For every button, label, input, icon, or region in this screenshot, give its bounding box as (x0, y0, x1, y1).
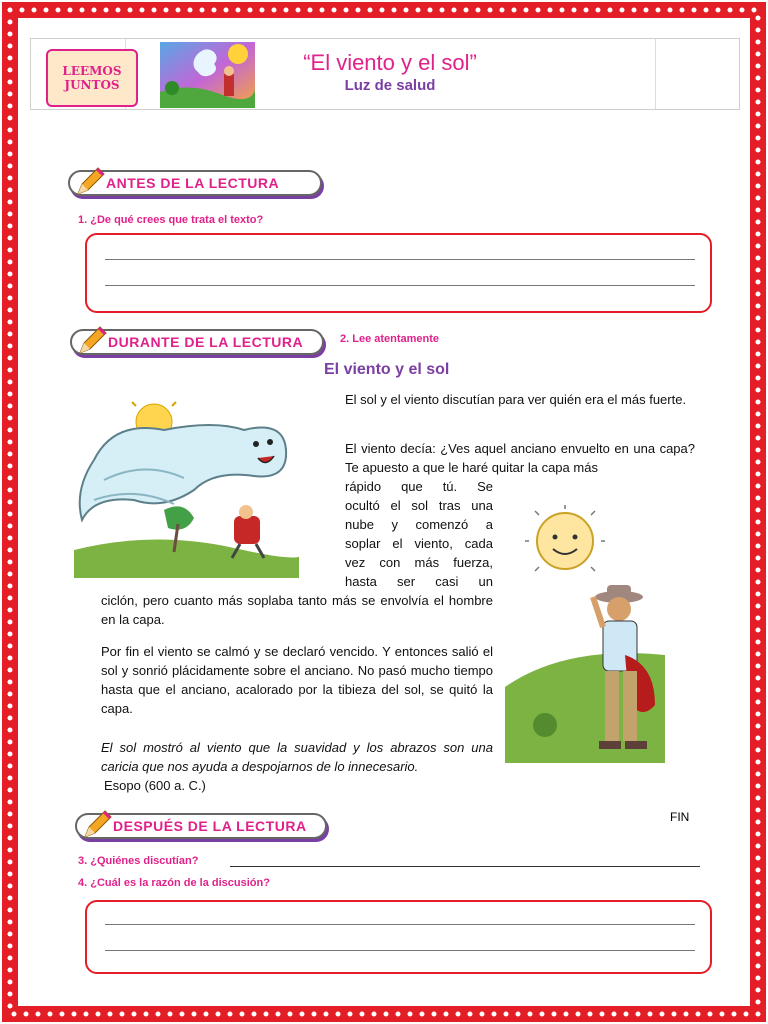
wind-illustration (74, 400, 299, 578)
answer-line-3[interactable] (230, 866, 700, 867)
story-paragraph-2-line5: vez con más fuerza, (345, 555, 493, 570)
story-paragraph-3: Por fin el viento se calmó y se declaró vencido. Y entonces salió el sol y sonrió plácidamente sobre el anciano. No pasó mucho tiempo hasta que el anciano, acalorado por la tibieza del sol, se quitó la capa. (101, 644, 493, 716)
page-title: “El viento y el sol” (303, 50, 477, 75)
story-paragraph-2-line6: hasta ser casi un (345, 574, 493, 589)
section-after-label: DESPUÉS DE LA LECTURA (113, 818, 307, 834)
story-title: El viento y el sol (324, 361, 450, 378)
story-paragraph-2c: ciclón, pero cuanto más soplaba tanto más se envolvía el hombre en la capa. (101, 593, 493, 627)
pencil-icon (76, 325, 108, 357)
pencil-icon (81, 809, 113, 841)
story-moral: El sol mostró al viento que la suavidad y los abrazos son una caricia que nos ayuda a despojarnos de lo innecesario. (101, 740, 493, 774)
story-end: FIN (670, 810, 690, 824)
story-paragraph-2-line2: ocultó el sol tras una (345, 498, 493, 513)
answer-line (105, 950, 695, 951)
answer-line (105, 285, 695, 286)
sun-man-illustration (505, 505, 665, 763)
story-paragraph-2-line3: nube y comenzó a (345, 517, 493, 532)
header-illustration (160, 42, 255, 108)
section-before-reading (68, 170, 322, 196)
story-paragraph-2-line4: soplar el viento, cada (345, 536, 493, 551)
pencil-icon (74, 166, 106, 198)
answer-line (105, 259, 695, 260)
story-paragraph-2-line1: rápido que tú. Se (345, 479, 493, 494)
answer-box-1[interactable] (85, 233, 712, 313)
question-1: 1. ¿De qué crees que trata el texto? (78, 214, 264, 226)
section-during-reading (70, 329, 324, 355)
section-during-label: DURANTE DE LA LECTURA (108, 334, 304, 350)
answer-line (105, 924, 695, 925)
question-3: 3. ¿Quiénes discutían? (78, 855, 199, 867)
section-after-reading (75, 813, 327, 839)
story-paragraph-2a: El viento decía: ¿Ves aquel anciano envuelto en una capa? Te apuesto a que le haré quitar la capa más (345, 441, 695, 475)
leemos-juntos-badge: LEEMOS JUNTOS (46, 49, 138, 107)
story-author: Esopo (600 a. C.) (104, 778, 206, 793)
section-before-label: ANTES DE LA LECTURA (106, 175, 280, 191)
story-paragraph-1: El sol y el viento discutían para ver quién era el más fuerte. (345, 392, 687, 407)
question-2: 2. Lee atentamente (340, 333, 440, 345)
page-subtitle: Luz de salud (344, 77, 436, 94)
answer-box-4[interactable] (85, 900, 712, 974)
question-4: 4. ¿Cuál es la razón de la discusión? (78, 877, 270, 889)
